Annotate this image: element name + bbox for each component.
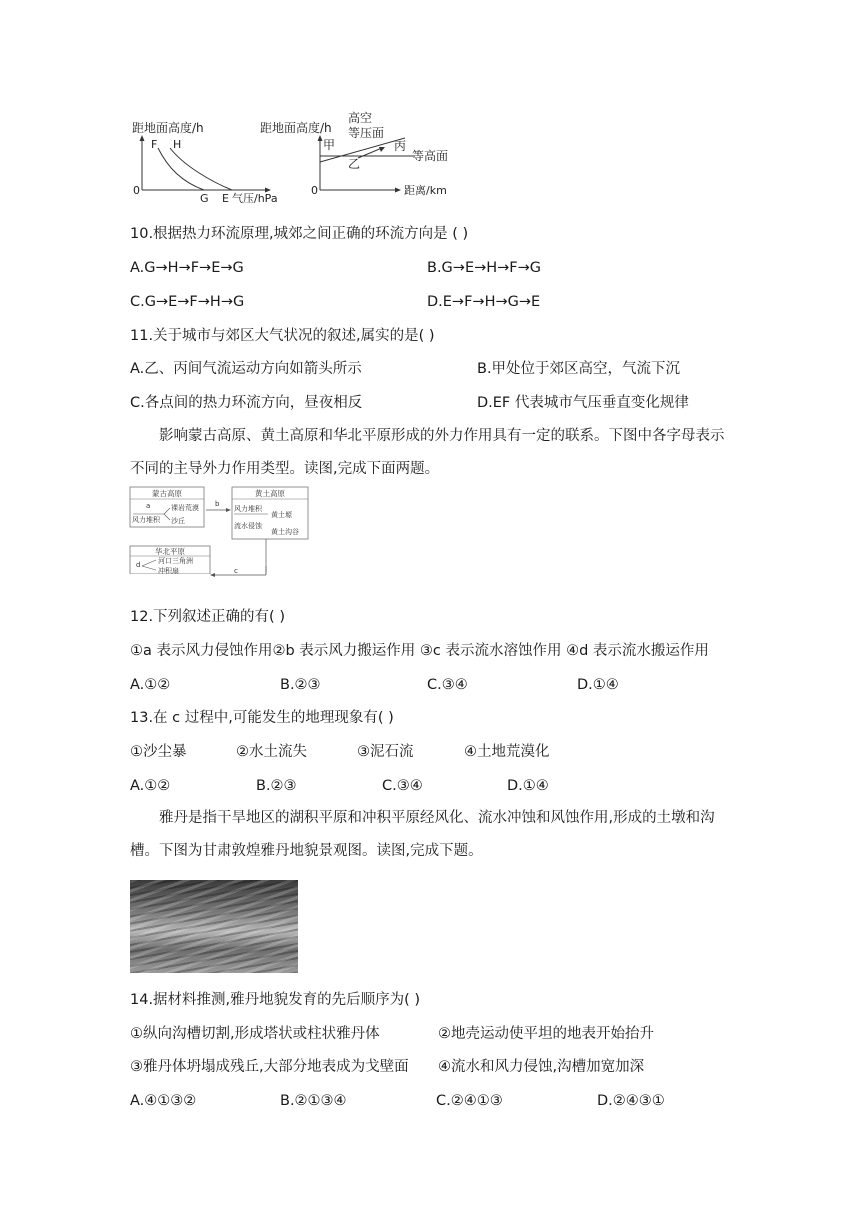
box-mongolia-item2-label: 风力堆积 (132, 516, 160, 524)
right-origin: 0 (311, 184, 318, 197)
pressure-height-charts (120, 110, 460, 205)
q14-option-d[interactable]: D.②④③① (597, 1093, 665, 1109)
q10-option-c[interactable]: C.G→E→F→H→G (130, 294, 245, 310)
q10-option-a[interactable]: A.G→H→F→E→G (130, 260, 244, 276)
q11-option-c[interactable]: C.各点间的热力环流方向，昼夜相反 (130, 395, 363, 411)
q12-option-a[interactable]: A.①② (130, 677, 171, 693)
q14-step-3: ③雅丹体坍塌成残丘,大部分地表成为戈壁面 (130, 1059, 409, 1075)
label-isobar: 等压面 (348, 126, 385, 140)
q14-option-b[interactable]: B.②①③④ (280, 1093, 347, 1109)
box-loess-item2: 黄土沟谷 (271, 528, 299, 536)
box-loess-title: 黄土高原 (255, 489, 285, 498)
box-loess-line2: 流水侵蚀 (234, 522, 262, 530)
q13-statement-3: ③泥石流 (357, 744, 414, 760)
yardang-landscape-photo (130, 880, 298, 973)
intro-paragraph-yardang: 雅丹是指干旱地区的湖积平原和冲积平原经风化、流水冲蚀和风蚀作用,形成的土墩和沟槽。下图为甘肃敦煌雅丹地貌景观图。读图,完成下题。 (130, 810, 715, 859)
arrow-c (200, 566, 272, 580)
left-ylabel: 距地面高度/h (132, 121, 204, 135)
isobar-chart (260, 110, 448, 197)
q11-stem: 11.关于城市与郊区大气状况的叙述,属实的是( ) (130, 328, 435, 344)
q12-statements: ①a 表示风力侵蚀作用②b 表示风力搬运作用 ③c 表示流水溶蚀作用 ④d 表示流水搬运作用 (130, 643, 709, 659)
q12-option-c[interactable]: C.③④ (427, 677, 468, 693)
box-plain-title: 华北平原 (155, 547, 185, 556)
q13-option-a[interactable]: A.①② (130, 778, 171, 794)
point-F: F (151, 138, 158, 151)
point-jia: 甲 (323, 138, 336, 152)
q12-stem: 12.下列叙述正确的有( ) (130, 609, 285, 625)
label-equal-height: 等高面 (412, 149, 449, 163)
box-plain-item2: 冲积扇 (158, 567, 179, 574)
pressure-height-chart (132, 120, 278, 205)
box-mongolia-title: 蒙古高原 (152, 489, 182, 498)
q14-step-4: ④流水和风力侵蚀,沟槽加宽加深 (438, 1059, 645, 1075)
left-xlabel: 气压/hPa (232, 192, 278, 205)
q13-stem: 13.在 c 过程中,可能发生的地理现象有( ) (130, 710, 394, 726)
label-c: c (234, 567, 238, 575)
box-plain-item1: 河口三角洲 (158, 557, 193, 565)
q12-option-b[interactable]: B.②③ (280, 677, 321, 693)
q13-statement-2: ②水土流失 (236, 744, 307, 760)
label-high: 高空 (348, 111, 373, 125)
q12-option-d[interactable]: D.①④ (577, 677, 619, 693)
point-G: G (200, 192, 209, 205)
box-mongolia-item1: 裸岩荒漠 (171, 504, 199, 512)
q11-option-b[interactable]: B.甲处位于郊区高空，气流下沉 (477, 361, 681, 377)
q14-option-c[interactable]: C.②④①③ (436, 1093, 503, 1109)
q14-stem: 14.据材料推测,雅丹地貌发育的先后顺序为( ) (130, 992, 421, 1008)
label-a: a (146, 502, 151, 510)
q14-option-a[interactable]: A.④①③② (130, 1093, 197, 1109)
label-b: b (215, 500, 220, 508)
q14-step-2: ②地壳运动使平坦的地表开始抬升 (438, 1026, 654, 1042)
landform-process-diagram (128, 484, 312, 574)
box-mongolia-item2: 沙丘 (171, 517, 185, 525)
point-yi: 乙 (348, 157, 361, 171)
q13-option-b[interactable]: B.②③ (256, 778, 297, 794)
intro-paragraph-landforms: 影响蒙古高原、黄土高原和华北平原形成的外力作用具有一定的联系。下图中各字母表示不同的主导外力作用类型。读图,完成下面两题。 (130, 428, 725, 477)
q14-step-1: ①纵向沟槽切割,形成塔状或柱状雅丹体 (130, 1026, 380, 1042)
right-xlabel: 距离/km (404, 184, 447, 197)
point-H: H (173, 138, 182, 151)
label-d: d (136, 561, 141, 569)
q13-statement-4: ④土地荒漠化 (464, 744, 550, 760)
q10-option-b[interactable]: B.G→E→H→F→G (427, 260, 542, 276)
box-loess-item1: 黄土塬 (271, 511, 292, 519)
q13-option-c[interactable]: C.③④ (382, 778, 423, 794)
point-bing: 丙 (394, 139, 407, 153)
q13-option-d[interactable]: D.①④ (507, 778, 549, 794)
q10-option-d[interactable]: D.E→F→H→G→E (427, 294, 541, 310)
point-E: E (222, 192, 229, 205)
q10-stem: 10.根据热力环流原理,城郊之间正确的环流方向是 ( ) (130, 226, 469, 242)
q13-statement-1: ①沙尘暴 (130, 744, 187, 760)
right-ylabel: 距地面高度/h (260, 121, 332, 135)
left-origin: 0 (133, 184, 140, 197)
q11-option-d[interactable]: D.EF 代表城市气压垂直变化规律 (477, 395, 689, 411)
box-loess-line1: 风力堆积 (234, 505, 262, 513)
q11-option-a[interactable]: A.乙、丙间气流运动方向如箭头所示 (130, 361, 362, 377)
